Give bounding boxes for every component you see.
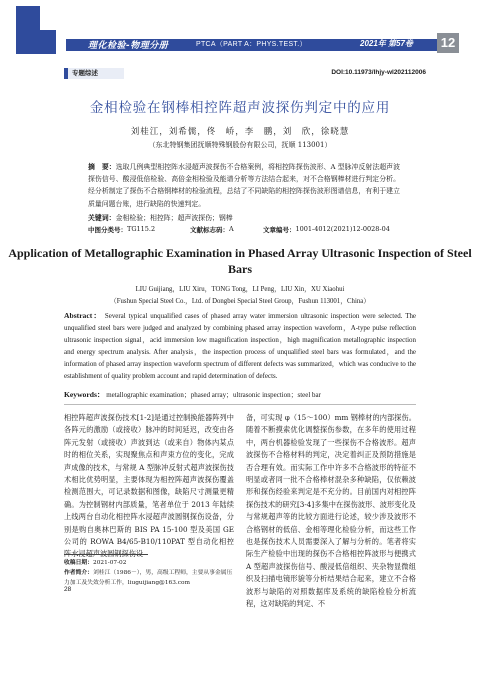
- english-keywords: [64, 389, 416, 400]
- journal-header: [0, 0, 480, 50]
- document-code: 文献标志码： A: [190, 225, 234, 234]
- section-divider: [64, 404, 416, 405]
- chinese-abstract-label: 摘 要：: [88, 163, 116, 171]
- classification-row: [88, 225, 400, 235]
- doi[interactable]: DOI:10.11973/lhjy-wl202112006: [331, 69, 426, 76]
- received-date: 收稿日期：2021-07-02: [64, 560, 127, 566]
- english-keywords-text: metallographic examination；phased array；ultrasonic inspection；steel bar: [106, 391, 321, 399]
- chinese-authors: 刘桂江，刘希儒，佟 峤，李 鹏，刘 欣，徐晓慧: [130, 127, 350, 137]
- chinese-keywords-text: 金相检验；相控阵；超声波探伤；钢棒: [115, 214, 233, 222]
- english-abstract-label: Abstract：: [64, 311, 103, 320]
- footnote-divider: [64, 554, 148, 555]
- journal-brand: 理化检验-物理分册: [88, 41, 169, 51]
- english-abstract-text: Several typical unqualified cases of phased array water immersion ultrasonic inspection were selected. The unqualified steel bars were judged and analyzed by combining phased array inspection waveform，A-type pulse reflection ultrasonic inspection signal，acid immersion low magnification inspection，high magnification metallographic inspection and energy spectrum analysis. After analysis，the inspection process of unqualified steel bars was formulated，and the information of phased array inspection waveform spectrum of different defects was summarized，which was conducive to the establishment of quality problem account and rapid determination of defects.: [64, 312, 416, 381]
- clc-number: 中图分类号： TG115.2: [88, 225, 156, 234]
- page-number: 28: [64, 586, 72, 593]
- chinese-affiliation: （东北特钢集团抚顺特殊钢股份有限公司，抚顺 113001）: [148, 141, 332, 149]
- chinese-keywords: [88, 212, 233, 222]
- english-authors: LIU Guijiang，LIU Xiru，TONG Tong，LI Peng，LIU Xin，XU Xiaohui: [135, 286, 345, 293]
- english-abstract: [64, 310, 416, 383]
- column-badge: 专题综述: [64, 68, 124, 79]
- chinese-abstract: [88, 161, 400, 210]
- chinese-abstract-text: 选取几例典型相控阵水浸超声波探伤不合格案例，将相控阵探伤波形、A 型脉冲反射法超声波探伤信号、酸浸低倍检验、高倍金相检验及能谱分析等方法结合起来，对不合格钢棒材进行判定分析。经分析制定了探伤不合格钢棒材的检验流程，总结了不同缺陷的相控阵探伤波形图谱信息，有利于建立质量问题台账，进行缺陷的快速判定。: [88, 163, 400, 208]
- author-bio: 作者简介：刘桂江（1986－），男，高级工程师，主要从事金属压力加工及失效分析工作，liuguijiang@163.com: [64, 570, 233, 586]
- english-affiliation: （Fushun Special Steel Co.，Ltd. of Dongbei Special Steel Group，Fushun 113001，China）: [109, 298, 371, 305]
- journal-volume: 2021年 第57卷: [360, 39, 413, 48]
- chinese-title: 金相检验在钢棒相控阵超声波探伤判定中的应用: [89, 100, 391, 116]
- journal-issue-number: 12: [437, 33, 459, 53]
- english-title: Application of Metallographic Examination in Phased Array Ultrasonic Inspection of Steel Bars: [8, 246, 472, 276]
- chinese-keywords-label: 关键词：: [88, 214, 116, 222]
- article-number: 文章编号： 1001-4012(2021)12-0028-04: [263, 225, 390, 234]
- journal-logo-notch: [40, 6, 56, 30]
- body-text-right-column: 备，可实现 φ（15～100）mm 钢棒材的内部探伤。随着不断摸索优化调整探伤参数，在多年的使用过程中，两台机器检验发现了一些探伤不合格波形。超声波探伤不合格材料的判定，决定着纠正及预防措施是否合理有效。而实际工作中许多不合格波形的特征不明显或者同一批不合格棒材混杂多种缺陷，仅依赖波形和探伤经验来判定是不充分的。目前国内对相控阵探伤技术的研究[3-4]多集中在探伤波形、波形变化及与常规超声等的比较方面进行论述，较少涉及波形不合格钢材的低倍、金相等理化检验分析，而这些工作也是探伤技术人员需要深入了解与分析的。笔者将实际生产检验中出现的探伤不合格相控阵波形与便携式 A 型超声波探伤信号、酸浸低倍组织、夹杂物显微组织及扫描电镜形貌等分析结果结合起来，建立不合格波形与缺陷的对照数据库及系统的缺陷检验分析流程，这对缺陷的判定、不: [246, 413, 416, 609]
- column-row: [64, 68, 426, 80]
- journal-name: PTCA（PART A：PHYS.TEST.）: [196, 41, 307, 48]
- english-keywords-label: Keywords：: [64, 390, 105, 399]
- footnote: [64, 558, 234, 588]
- body-text-left-column: 相控阵超声波探伤技术[1-2]是通过控制换能器阵列中各阵元的激励（或接收）脉冲的时间延迟，改变由各阵元发射（或接收）声波到达（或来自）物体内某点时的相位关系，实现聚焦点和声束方位的变化，完成声成像的技术，与常规 A 型脉冲反射式超声波探伤技术相比优势明显，主要体现为相控阵超声波探伤覆盖检测范围大，可记录数据和图像，缺陷尺寸测量更精确。为控制钢材内部质量，笔者单位于 2013 年陆续上线两台自动化相控阵水浸超声波圆钢探伤设备，分别是购自奥林巴斯的 BIS PA 15-100 型及美国 GE 公司的 ROWA B4/65-B10/110PAT 型自动化相控阵水浸超声波圆钢探伤设: [64, 413, 234, 559]
